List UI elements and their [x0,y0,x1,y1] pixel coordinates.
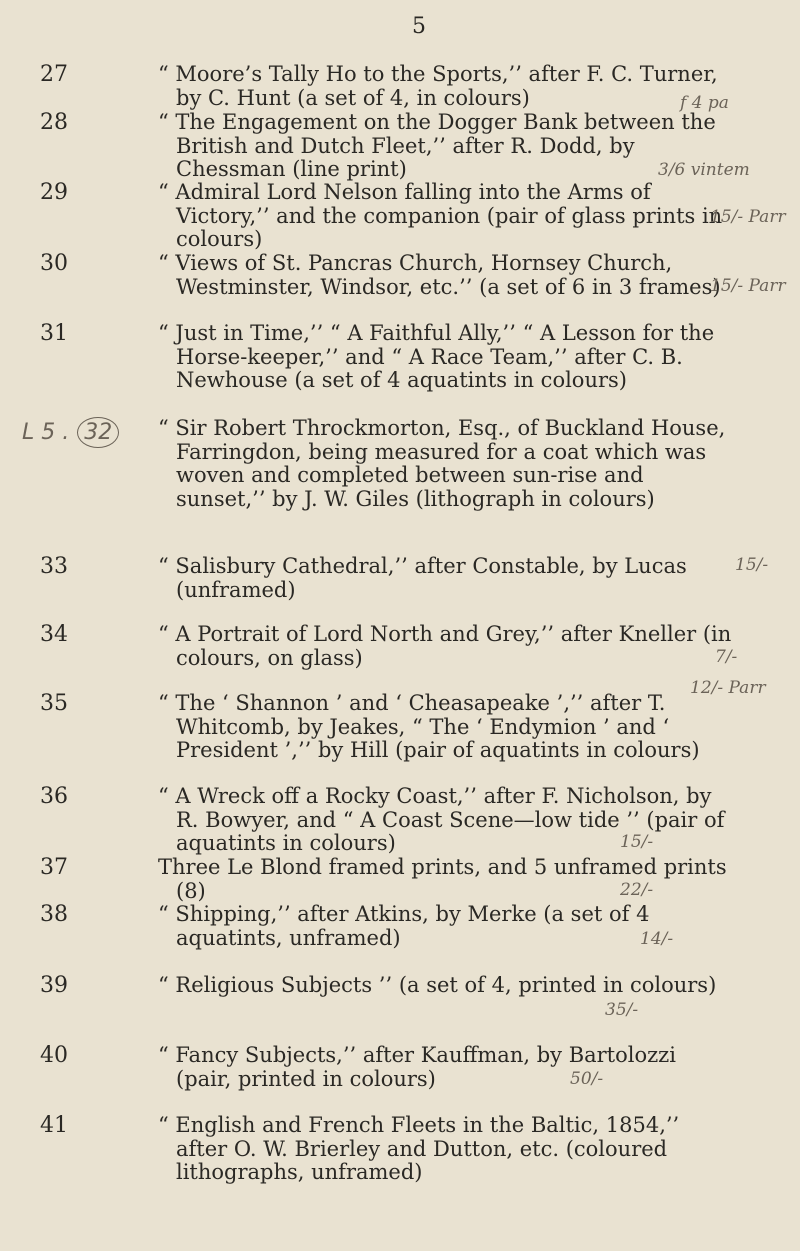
handwritten-note: 14/- [640,929,674,949]
lot-description: “ A Portrait of Lord North and Grey,’’ after Kneller (in colours, on glass) [158,622,732,670]
lot-number: 38 [40,902,68,927]
handwritten-note: 15/- [735,555,769,575]
lot-description: “ Sir Robert Throckmorton, Esq., of Buckland House, Farringdon, being measured for a coat which was woven and completed between sun-rise and sunset,’’ by J. W. Giles (lithograph in colours) [158,416,726,511]
handwritten-note: 22/- [620,880,654,900]
lot-number: 34 [40,622,68,647]
lot-number: 33 [40,554,68,579]
lot-description: “ The Engagement on the Dogger Bank between the British and Dutch Fleet,’’ after R. Dodd, by Chessman (line print) [158,110,716,181]
lot-number: 36 [40,784,68,809]
lot-description: Three Le Blond framed prints, and 5 unframed prints (8) [158,855,727,903]
lot-description: “ Religious Subjects ’’ (a set of 4, printed in colours) [158,973,717,997]
lot-description: “ Shipping,’’ after Atkins, by Merke (a set of 4 aquatints, unframed) [158,902,650,950]
handwritten-note: 50/- [570,1069,604,1089]
lot-number: 40 [40,1043,68,1068]
handwritten-note: 3/6 vintem [658,160,750,180]
handwritten-note: f 4 pa [680,93,729,113]
lot-description: “ Moore’s Tally Ho to the Sports,’’ after F. C. Turner, by C. Hunt (a set of 4, in colours) [158,62,718,110]
lot-number: 35 [40,691,68,716]
handwritten-note: 35/- [605,1000,639,1020]
page-number: 5 [412,14,426,39]
handwritten-note: 15/- Parr [710,207,786,227]
handwritten-note: 7/- [715,647,738,667]
lot-description: “ The ‘ Shannon ’ and ‘ Cheasapeake ’,’’ after T. Whitcomb, by Jeakes, “ The ‘ Endymion ’ and ‘ President ’,’’ by Hill (pair of aquatints in colours) [158,691,700,762]
lot-description: “ Admiral Lord Nelson falling into the Arms of Victory,’’ and the companion (pair of glass prints in colours) [158,180,723,251]
lot-description: “ A Wreck off a Rocky Coast,’’ after F. Nicholson, by R. Bowyer, and “ A Coast Scene—low tide ’’ (pair of aquatints in colours) [158,784,725,855]
lot-number: 27 [40,62,68,87]
lot-number: 30 [40,251,68,276]
lot-number: 39 [40,973,68,998]
lot-number: 29 [40,180,68,205]
circled-lot-number: L 5 . 32 [22,417,119,448]
lot-number: 31 [40,321,68,346]
lot-number: 41 [40,1113,68,1138]
handwritten-note: 15/- Parr [710,276,786,296]
lot-number: 37 [40,855,68,880]
lot-number: 28 [40,110,68,135]
lot-description: “ Views of St. Pancras Church, Hornsey Church, Westminster, Windsor, etc.’’ (a set of 6 in 3 frames) [158,251,721,299]
handwritten-note: 15/- [620,832,654,852]
lot-description: “ English and French Fleets in the Baltic, 1854,’’ after O. W. Brierley and Dutton, etc. (coloured lithographs, unframed) [158,1113,680,1184]
handwritten-note: 12/- Parr [690,678,766,698]
lot-description: “ Fancy Subjects,’’ after Kauffman, by Bartolozzi (pair, printed in colours) [158,1043,676,1091]
lot-description: “ Salisbury Cathedral,’’ after Constable, by Lucas (unframed) [158,554,687,602]
lot-description: “ Just in Time,’’ “ A Faithful Ally,’’ “ A Lesson for the Horse-keeper,’’ and “ A Race Team,’’ after C. B. Newhouse (a set of 4 aquatints in colours) [158,321,715,392]
